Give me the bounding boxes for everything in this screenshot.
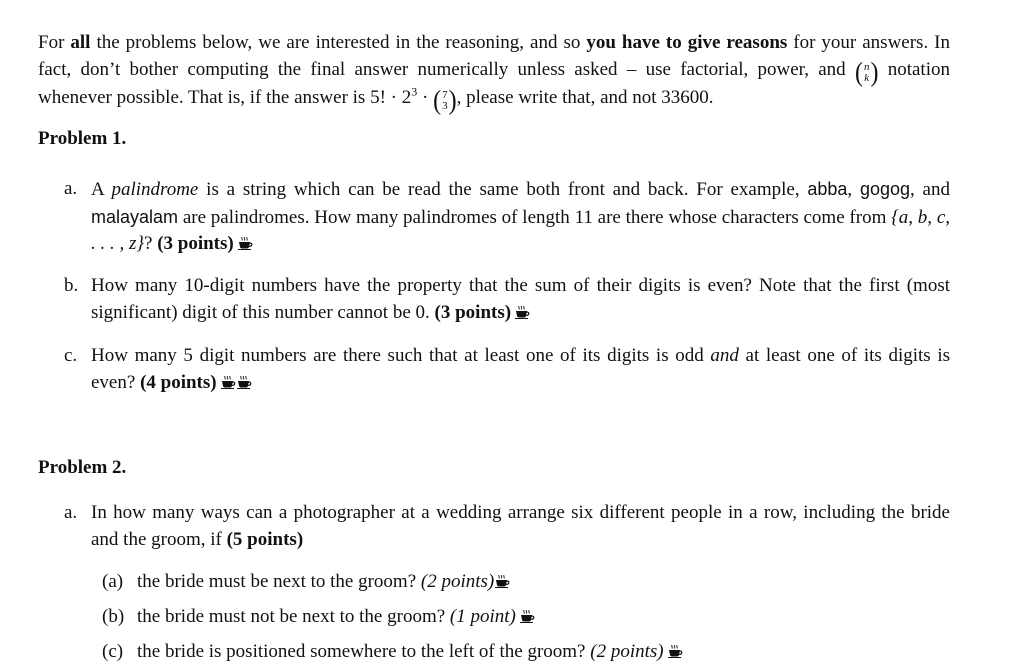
item-label: a. xyxy=(64,178,78,199)
item-text xyxy=(91,176,950,258)
item-text-part: ? xyxy=(144,233,158,254)
coffee-cup-icon xyxy=(221,376,236,389)
binomial-notation: ( 7 3 ) xyxy=(433,85,457,116)
points-label: (5 points) xyxy=(226,528,304,550)
item-label: b. xyxy=(64,275,79,296)
coffee-cup-icon xyxy=(668,645,683,658)
points-label: (3 points) xyxy=(434,301,512,323)
item-text-part: How many 5 digit numbers are there such that at least one of its digits is odd xyxy=(91,345,711,366)
intro-text: For xyxy=(38,32,71,53)
binomial-top: n xyxy=(863,60,870,73)
problem-2a-part-c xyxy=(102,639,950,666)
item-text xyxy=(91,343,950,396)
subitem-text xyxy=(137,639,950,666)
exponent: 3 xyxy=(411,84,418,99)
binomial-top: 7 xyxy=(442,88,448,101)
binomial-bottom: 3 xyxy=(442,99,448,112)
item-text-part: A xyxy=(91,179,112,200)
subitem-question: the bride must be next to the groom? xyxy=(137,571,421,592)
example-word: abba xyxy=(807,179,848,199)
item-label: a. xyxy=(64,502,78,523)
alphabet-set: {a, b, c, . . . , z} xyxy=(91,206,951,254)
example-word: gogog xyxy=(859,179,911,199)
term-emphasis: palindrome xyxy=(111,179,199,200)
problem-1c xyxy=(64,343,950,396)
item-text-part: , and xyxy=(910,179,950,200)
subitem-label: (b) xyxy=(102,606,125,627)
problem-2a xyxy=(64,500,950,553)
coffee-cup-icon xyxy=(520,610,535,623)
intro-emphasis: all xyxy=(70,32,91,53)
problem-1b xyxy=(64,273,950,326)
instructions-paragraph xyxy=(38,30,951,116)
coffee-cup-icon xyxy=(237,376,252,389)
problem-2-heading: Problem 2. xyxy=(38,457,127,478)
intro-text: notation whenever possible. That is, if the answer is 5! · 2 xyxy=(38,58,950,108)
item-text-part: In how many ways can a photographer at a wedding arrange six different people in a row, including the bride and the groom, if xyxy=(91,502,950,550)
subitem-question: the bride must not be next to the groom? xyxy=(137,606,450,627)
item-text xyxy=(91,273,950,326)
item-text-part: is a string which can be read the same both front and back. For example, xyxy=(198,179,808,200)
points-label: (2 points) xyxy=(590,641,664,662)
item-text-part: are palindromes. How many palindromes of length 11 are there whose characters come from xyxy=(178,206,892,228)
intro-text: , please write that, and not 33600. xyxy=(456,86,714,108)
intro-emphasis: you have to give reasons xyxy=(586,32,788,53)
item-label: c. xyxy=(64,345,78,366)
points-label: (3 points) xyxy=(157,233,234,254)
problem-2a-part-b xyxy=(102,604,950,631)
binomial-bottom: k xyxy=(864,71,870,84)
coffee-cup-icon xyxy=(495,575,510,588)
subitem-label: (c) xyxy=(102,641,124,662)
example-word: malayalam xyxy=(91,206,179,227)
intro-text: for your answers. In fact, don’t bother computing the final answer numerically unless asked – use factorial, power, and xyxy=(38,32,951,80)
problem-1-heading: Problem 1. xyxy=(38,128,127,149)
coffee-cup-icon xyxy=(238,237,253,250)
points-label: (1 point) xyxy=(449,606,516,627)
binomial-notation: ( n k ) xyxy=(854,57,879,88)
subitem-text xyxy=(137,604,950,631)
points-label: (2 points) xyxy=(420,571,495,592)
item-text-part: at least one of its digits is even? xyxy=(91,345,950,393)
term-emphasis: and xyxy=(710,345,739,366)
item-text-part: How many 10-digit numbers have the property that the sum of their digits is even? Note that the first (most significant) digit of this number cannot be 0. xyxy=(91,275,950,323)
item-text xyxy=(91,500,950,553)
problem-2a-part-a xyxy=(102,569,950,596)
subitem-question: the bride is positioned somewhere to the left of the groom? xyxy=(137,641,591,662)
problem-1a xyxy=(64,176,950,258)
points-label: (4 points) xyxy=(140,371,217,393)
item-text-part: , xyxy=(847,179,860,200)
subitem-label: (a) xyxy=(102,571,124,592)
intro-text: · xyxy=(417,86,434,108)
subitem-text xyxy=(137,569,950,596)
coffee-cup-icon xyxy=(515,306,530,319)
intro-text: the problems below, we are interested in the reasoning, and so xyxy=(90,32,587,53)
